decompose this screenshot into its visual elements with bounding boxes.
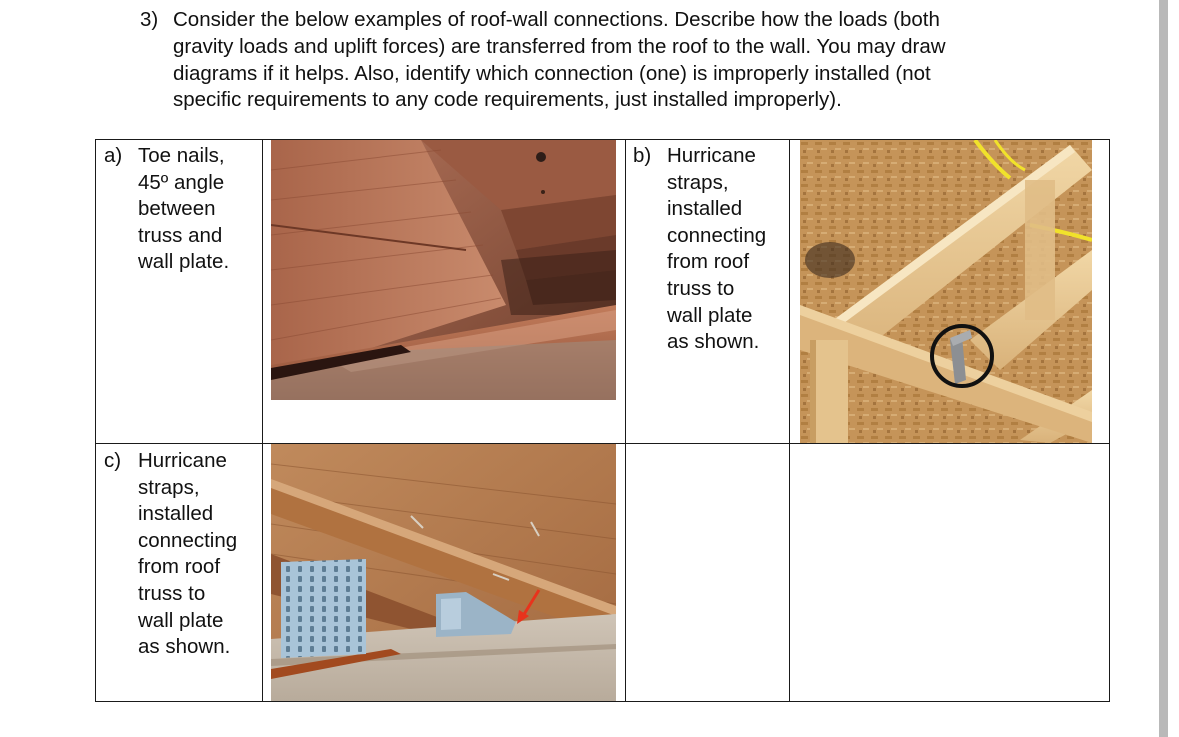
- question-line: diagrams if it helps. Also, identify which connection (one) is improperly installed (not: [173, 61, 931, 85]
- cell-c-line: wall plate: [138, 608, 224, 632]
- cell-a-description: [138, 143, 229, 276]
- photo-hurricane-strap-improper-drawing: [271, 444, 616, 701]
- cell-c-line: truss to: [138, 581, 206, 605]
- cell-c-line: Hurricane: [138, 449, 227, 472]
- cell-c-line: installed: [138, 502, 214, 526]
- table-col-divider: [262, 139, 263, 702]
- cell-c-line: connecting: [138, 528, 238, 552]
- question-number: 3): [140, 8, 159, 31]
- cell-c-line: as shown.: [138, 635, 231, 659]
- photo-hurricane-strap-improper: [271, 444, 616, 701]
- table-border-left: [95, 139, 96, 702]
- cell-b-line: wall plate: [667, 303, 753, 327]
- cell-b-letter: b): [633, 144, 652, 167]
- question-line: Consider the below examples of roof-wall connections. Describe how the loads (both: [173, 8, 940, 31]
- photo-hurricane-strap-new-drawing: [800, 140, 1092, 443]
- table-col-divider: [625, 139, 626, 702]
- photo-toe-nails: [271, 140, 616, 400]
- cell-b-line: from roof: [667, 250, 750, 274]
- scrollbar[interactable]: [1159, 0, 1168, 737]
- table-col-divider: [789, 139, 790, 702]
- cell-c-description: [138, 448, 237, 661]
- cell-a-line: Toe nails,: [138, 144, 225, 167]
- cell-a-line: between: [138, 197, 216, 221]
- cell-b-line: truss to: [667, 276, 735, 300]
- cell-b-line: installed: [667, 197, 743, 221]
- cell-a-line: 45º angle: [138, 170, 225, 194]
- cell-a-letter: a): [104, 144, 123, 167]
- question-text: [173, 7, 1063, 114]
- cell-c-line: from roof: [138, 555, 221, 579]
- cell-a-line: wall plate.: [138, 250, 230, 274]
- cell-b-line: Hurricane: [667, 144, 756, 167]
- photo-toe-nails-drawing: [271, 140, 616, 400]
- photo-hurricane-strap-new: [800, 140, 1092, 443]
- cell-b-line: straps,: [667, 170, 729, 194]
- cell-c-line: straps,: [138, 475, 200, 499]
- table-border-right: [1109, 139, 1110, 702]
- table-border-bottom: [96, 701, 1110, 702]
- question-line: specific requirements to any code requirements, just installed improperly).: [173, 88, 842, 112]
- cell-b-line: as shown.: [667, 330, 760, 354]
- cell-b-line: connecting: [667, 223, 767, 247]
- cell-a-line: truss and: [138, 223, 223, 247]
- cell-b-description: [667, 143, 766, 356]
- cell-c-letter: c): [104, 449, 122, 472]
- question-line: gravity loads and uplift forces) are transferred from the roof to the wall. You may draw: [173, 34, 946, 58]
